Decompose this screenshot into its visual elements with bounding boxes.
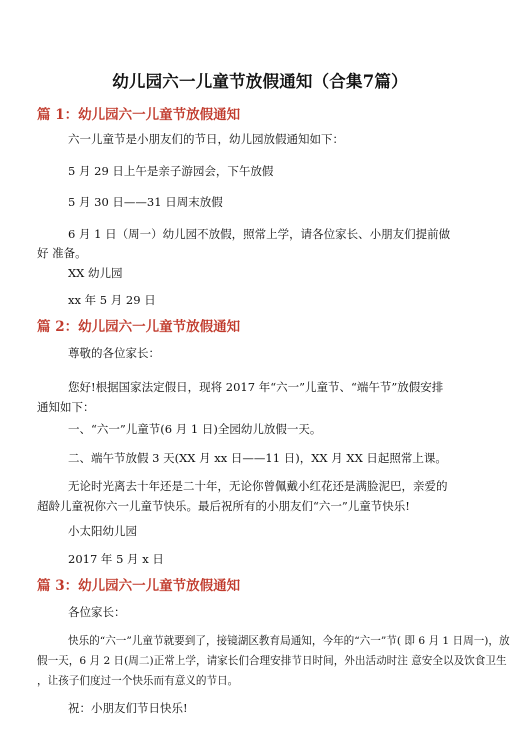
paragraph: 各位家长： (68, 605, 126, 619)
paragraph: 二、端午节放假 3 天(XX 月 xx 日——11 日)，XX 月 XX 日起照常上课。 (68, 451, 447, 465)
paragraph-continuation: 假一天，6 月 2 日(周二)正常上学，请家长们合理安排节日时间，外出活动时注 意安全以及饮食卫生 (37, 655, 507, 667)
signature-org: XX 幼儿园 (68, 266, 123, 280)
paragraph-continuation: 好 准备。 (37, 246, 87, 260)
paragraph-continuation: ，让孩子们度过一个快乐而有意义的节日。 (37, 675, 239, 687)
section-heading-1: 篇 1：幼儿园六一儿童节放假通知 (37, 107, 241, 123)
paragraph-continuation: 超龄儿童祝你六一儿童节快乐。最后祝所有的小朋友们“六一”儿童节快乐! (37, 499, 410, 513)
section-heading-2: 篇 2：幼儿园六一儿童节放假通知 (37, 319, 241, 335)
paragraph: 快乐的“六一”儿童节就要到了，接镜湖区教育局通知，今年的“六一”节( 即 6 月 1 日周一)，放 (68, 635, 510, 647)
section-heading-3: 篇 3：幼儿园六一儿童节放假通知 (37, 578, 241, 594)
paragraph: 六一儿童节是小朋友们的节日，幼儿园放假通知如下： (68, 132, 344, 146)
paragraph: 祝：小朋友们节日快乐! (68, 701, 188, 715)
paragraph: 无论时光离去十年还是二十年，无论你曾佩戴小红花还是满脸泥巴，亲爱的 (68, 479, 448, 493)
signature-org: 小太阳幼儿园 (68, 524, 137, 538)
signature-date: 2017 年 5 月 x 日 (68, 552, 164, 566)
paragraph: 一、“六一”儿童节(6 月 1 日)全园幼儿放假一天。 (68, 422, 322, 436)
signature-date: xx 年 5 月 29 日 (68, 293, 156, 307)
paragraph: 5 月 29 日上午是亲子游园会，下午放假 (68, 164, 274, 178)
paragraph: 6 月 1 日（周一）幼儿园不放假，照常上学，请各位家长、小朋友们提前做 (68, 227, 451, 241)
paragraph-continuation: 通知如下： (37, 400, 95, 414)
document-title: 幼儿园六一儿童节放假通知（合集7篇） (112, 72, 408, 91)
paragraph: 您好!根据国家法定假日，现将 2017 年“六一”儿童节、“端午节”放假安排 (68, 380, 444, 394)
paragraph: 5 月 30 日——31 日周末放假 (68, 195, 223, 209)
paragraph: 尊敬的各位家长： (68, 346, 160, 360)
